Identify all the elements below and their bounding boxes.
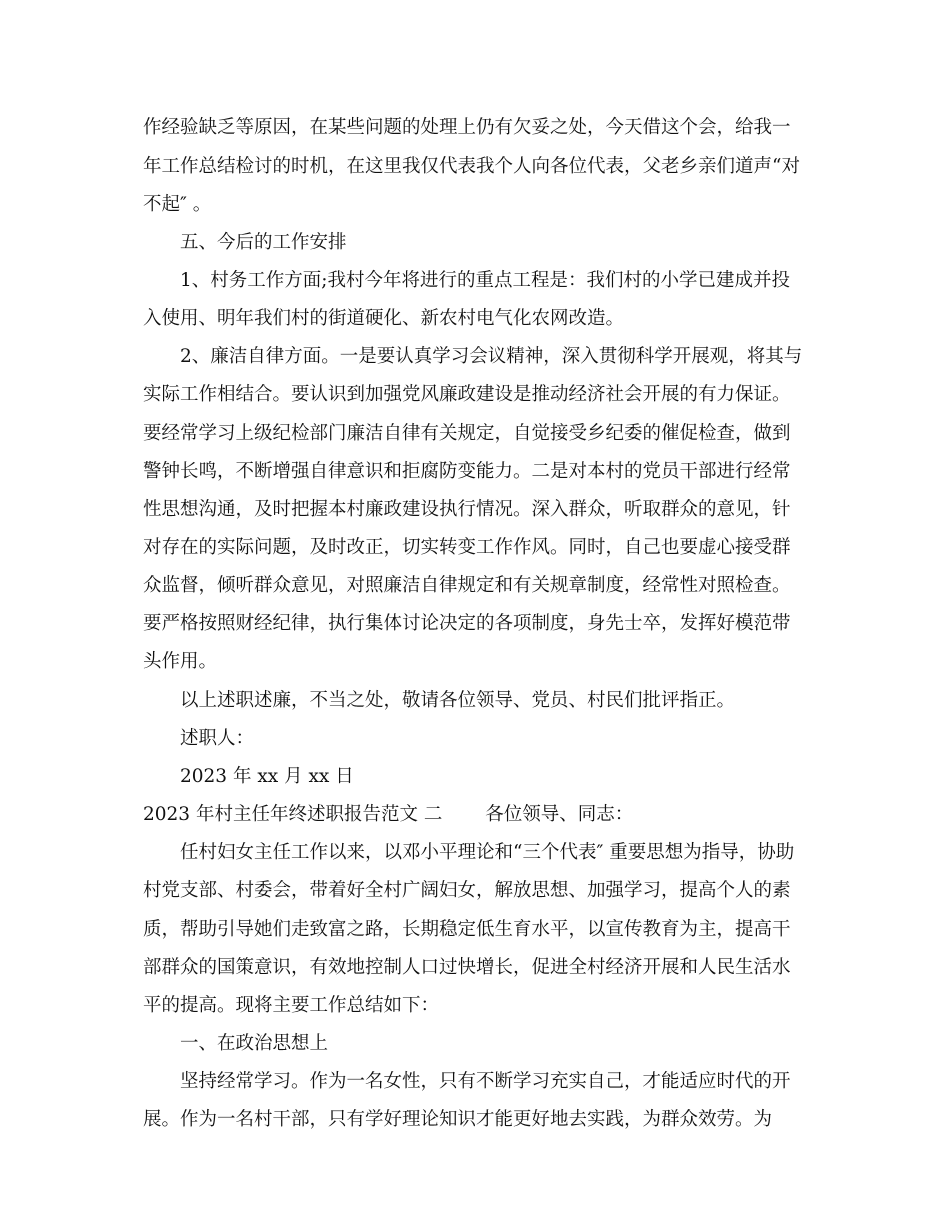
text-line: 平的提高。现将主要工作总结如下： — [143, 995, 440, 1016]
text-line: 要经常学习上级纪检部门廉洁自律有关规定，自觉接受乡纪委的催促检查，做到 — [143, 423, 791, 444]
text-line: 质，帮助引导她们走致富之路，长期稳定低生育水平，以宣传教育为主，提高干 — [143, 919, 791, 940]
text-line: 对存在的实际问题，及时改正，切实转变工作作风。同时，自己也要虚心接受群 — [143, 537, 791, 558]
text-line: 坚持经常学习。作为一名女性，只有不断学习充实自己，才能适应时代的开 — [180, 1071, 791, 1092]
text-line: 以上述职述廉，不当之处，敬请各位领导、党员、村民们批评指正。 — [180, 690, 736, 711]
signature-label: 述职人： — [180, 728, 255, 749]
text-line: 入使用、明年我们村的街道硬化、新农村电气化农网改造。 — [143, 308, 625, 329]
text-line: 实际工作相结合。要认识到加强党风廉政建设是推动经济社会开展的有力保证。 — [143, 384, 791, 405]
text-line: 头作用。 — [143, 651, 218, 672]
date-line: 2023 年 xx 月 xx 日 — [180, 766, 354, 787]
text-line: 要严格按照财经纪律，执行集体讨论决定的各项制度，身先士卒，发挥好模范带 — [143, 613, 791, 634]
text-line: 作经验缺乏等原因，在某些问题的处理上仍有欠妥之处，今天借这个会，给我一 — [143, 117, 791, 138]
section-heading: 五、今后的工作安排 — [180, 232, 347, 253]
text-line: 性思想沟通，及时把握本村廉政建设执行情况。深入群众，听取群众的意见，针 — [143, 499, 791, 520]
text-line: 任村妇女主任工作以来，以邓小平理论和“三个代表″ 重要思想为指导，协助 — [180, 842, 795, 863]
text-line: 2、廉洁自律方面。一是要认真学习会议精神，深入贯彻科学开展观，将其与 — [180, 346, 803, 367]
text-line: 展。作为一名村干部，只有学好理论知识才能更好地去实践，为群众效劳。为 — [143, 1109, 773, 1130]
section-heading: 一、在政治思想上 — [180, 1033, 329, 1054]
text-line: 警钟长鸣，不断增强自律意识和拒腐防变能力。二是对本村的党员干部进行经常 — [143, 461, 791, 482]
text-line: 不起″ 。 — [143, 194, 212, 215]
text-line: 1、村务工作方面;我村今年将进行的重点工程是：我们村的小学已建成并投 — [180, 270, 791, 291]
text-line: 村党支部、村委会，带着好全村广阔妇女，解放思想、加强学习，提高个人的素 — [143, 880, 791, 901]
text-line: 众监督，倾听群众意见，对照廉洁自律规定和有关规章制度，经常性对照检查。 — [143, 575, 791, 596]
text-line: 年工作总结检讨的时机，在这里我仅代表我个人向各位代表，父老乡亲们道声“对 — [143, 156, 800, 177]
text-line: 部群众的国策意识，有效地控制人口过快增长，促进全村经济开展和人民生活水 — [143, 957, 791, 978]
document-title: 2023 年村主任年终述职报告范文 二 各位领导、同志： — [143, 804, 634, 825]
